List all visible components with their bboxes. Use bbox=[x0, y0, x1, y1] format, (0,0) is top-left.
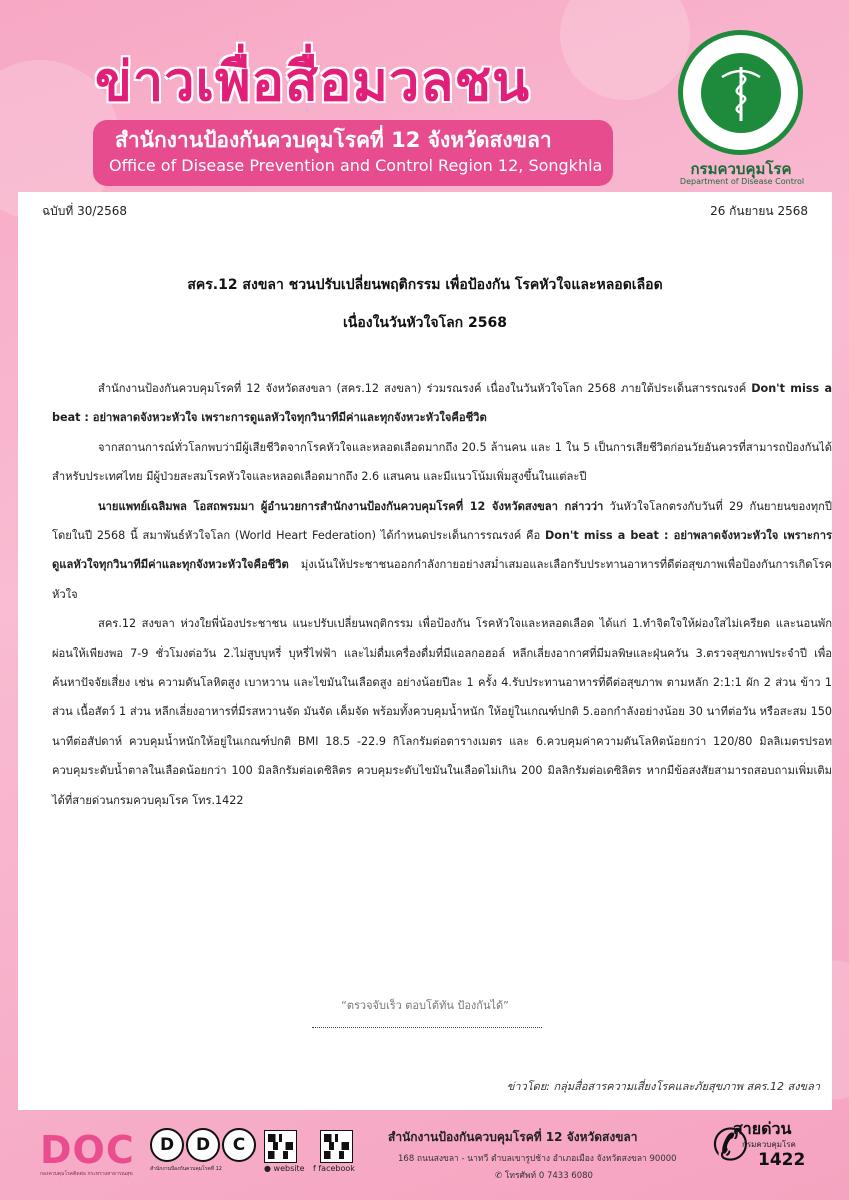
ddc-letter: D bbox=[150, 1128, 184, 1162]
issue-number: ฉบับที่ 30/2568 bbox=[42, 204, 127, 218]
footer-telephone: ✆ โทรศัพท์ 0 7433 6080 bbox=[495, 1171, 593, 1181]
footer-telephone-text: โทรศัพท์ 0 7433 6080 bbox=[504, 1171, 593, 1181]
hotline-number[interactable]: 1422 bbox=[758, 1150, 806, 1170]
ddc-letter: D bbox=[186, 1128, 220, 1162]
director-quote-attribution: นายแพทย์เฉลิมพล โอสถพรมมา ผู้อำนวยการสำนักงานป้องกันควบคุมโรคที่ 12 จังหวัดสงขลา กล่าวว่า bbox=[98, 499, 604, 513]
facebook-label-text: facebook bbox=[318, 1164, 355, 1173]
paragraph-1-text: สำนักงานป้องกันควบคุมโรคที่ 12 จังหวัดสงขลา (สคร.12 สงขลา) ร่วมรณรงค์ เนื่องในวันหัวใจโลก 2568 ภายใต้ประเด็นสารรณรงค์ bbox=[98, 382, 752, 395]
article-body bbox=[52, 374, 832, 815]
website-qr-code[interactable] bbox=[264, 1130, 297, 1163]
press-release-document bbox=[18, 192, 832, 1110]
paragraph-4-text: สคร.12 สงขลา ห่วงใยพี่น้องประชาชน แนะปรับเปลี่ยนพฤติกรรม เพื่อป้องกัน โรคหัวใจและหลอดเลือด ได้แก่ 1.ทำจิตใจให้ผ่องใสไม่เครียด และนอนพักผ่อนให้เพียงพอ 7-9 ชั่วโมงต่อวัน 2.ไม่สูบบุหรี่ บุหรี่ไฟฟ้า และไม่ดื่มเครื่องดื่มที่มีแอลกอฮอล์ หลีกเลี่ยงอากาศที่มีมลพิษและฝุ่นควัน 3.ตรวจสุขภาพประจำปี เพื่อค้นหาปัจจัยเสี่ยง เช่น ความดันโลหิตสูง เบาหวาน และไขมันในเลือดสูง อย่างน้อยปีละ 1 ครั้ง 4.รับประทานอาหารที่ดีต่อสุขภาพ ตามหลัก 2:1:1 ผัก 2 ส่วน ข้าว 1 ส่วน เนื้อสัตว์ 1 ส่วน หลีกเลี่ยงอาหารที่มีรสหวานจัด มันจัด เค็มจัด พร้อมทั้งควบคุมน้ำหนัก ให้อยู่ในเกณฑ์ปกติ 5.ออกกำลังอย่างน้อย 30 นาทีต่อวัน หรือสะสม 150 นาทีต่อสัปดาห์ ควบคุมน้ำหนักให้อยู่ในเกณฑ์ปกติ BMI 18.5 -22.9 กิโลกรัมต่อตารางเมตร และ 6.ควบคุมค่าความดันโลหิตน้อยกว่า 120/80 มิลลิเมตรปรอท ควบคุมระดับน้ำตาลในเลือดน้อยกว่า 100 มิลลิกรัมต่อเดซิลิตร ควบคุมระดับไขมันในเลือดไม่เกิน 200 มิลลิกรัมต่อเดซิลิตร หากมีข้อสงสัยสามารถสอบถามเพิ่มเติมได้ที่สายด่วนกรมควบคุมโรค โทร.1422 bbox=[52, 617, 832, 807]
footer-address: 168 ถนนสงขลา - นาทวี ตำบลเขารูปช้าง อำเภอเมือง จังหวัดสงขลา 90000 bbox=[398, 1154, 677, 1164]
hotline-subtitle: กรมควบคุมโรค bbox=[742, 1140, 796, 1149]
news-credit: ข่าวโดย: กลุ่มสื่อสารความเสี่ยงโรคและภัยสุขภาพ สคร.12 สงขลา bbox=[506, 1080, 820, 1093]
office-name-en: Office of Disease Prevention and Control Region 12, Songkhla bbox=[109, 156, 603, 175]
release-date: 26 กันยายน 2568 bbox=[710, 204, 808, 218]
website-qr-label: ● website bbox=[264, 1164, 305, 1173]
paragraph-2-text: จากสถานการณ์ทั่วโลกพบว่ามีผู้เสียชีวิตจากโรคหัวใจและหลอดเลือดมากถึง 20.5 ล้านคน และ 1 ใน 5 เป็นการเสียชีวิตก่อนวัยอันควรที่สามารถป้องกันได้ สำหรับประเทศไทย มีผู้ป่วยสะสมโรคหัวใจและหลอดเลือดมากถึง 2.6 แสนคน และมีแนวโน้มเพิ่มสูงขึ้นในแต่ละปี bbox=[52, 440, 832, 484]
department-name-en: Department of Disease Control bbox=[679, 177, 805, 186]
slogan: “ตรวจจับเร็ว ตอบโต้ทัน ป้องกันได้” bbox=[341, 999, 509, 1012]
page-title: ข่าวเพื่อสื่อมวลชน bbox=[95, 50, 531, 113]
ddc-letter: C bbox=[222, 1128, 256, 1162]
paragraph-3-text-end: มุ่งเน้นให้ประชาชนออกกำลังกายอย่างสม่ำเสมอและเลือกรับประทานอาหารที่ดีต่อสุขภาพเพื่อป้องกันการเกิดโรคหัวใจ bbox=[52, 558, 832, 601]
facebook-qr-code[interactable] bbox=[320, 1130, 353, 1163]
doc-logo: DOC bbox=[40, 1128, 135, 1172]
dotted-divider bbox=[312, 1027, 542, 1028]
campaign-theme: Don't miss a beat : อย่าพลาดจังหวะหัวใจ เพราะการดูแลหัวใจทุกวินาทีมีค่าและทุกจังหวะหัวใจคือชีวิต bbox=[52, 382, 832, 425]
phone-icon: ✆ bbox=[712, 1120, 749, 1171]
headline-line-2: เนื่องในวันหัวใจโลก 2568 bbox=[343, 315, 507, 331]
doc-logo-subtitle: กองควบคุมโรคติดต่อ กระทรวงสาธารณสุข bbox=[40, 1171, 133, 1177]
footer-office-name: สำนักงานป้องกันควบคุมโรคที่ 12 จังหวัดสงขลา bbox=[388, 1130, 638, 1144]
headline-line-1: สคร.12 สงขลา ชวนปรับเปลี่ยนพฤติกรรม เพื่อป้องกัน โรคหัวใจและหลอดเลือด bbox=[187, 277, 663, 293]
header bbox=[0, 0, 849, 195]
hotline-title: สายด่วน bbox=[733, 1119, 792, 1138]
paragraph-4 bbox=[52, 609, 832, 815]
facebook-qr-label: f facebook bbox=[313, 1164, 355, 1173]
website-label-text: website bbox=[273, 1164, 305, 1173]
paragraph-3 bbox=[52, 492, 832, 610]
ddc-logo-subtitle: สำนักงานป้องกันควบคุมโรคที่ 12 bbox=[150, 1166, 222, 1172]
paragraph-1 bbox=[52, 374, 832, 433]
campaign-theme-repeat: Don't miss a beat : อย่าพลาดจังหวะหัวใจ เพราะการดูแลหัวใจทุกวินาทีมีค่าและทุกจังหวะหัวใจคือชีวิต bbox=[52, 529, 832, 572]
ministry-of-public-health-seal-icon bbox=[678, 30, 803, 155]
office-name-th: สำนักงานป้องกันควบคุมโรคที่ 12 จังหวัดสงขลา bbox=[115, 128, 552, 152]
ddc-logo bbox=[150, 1128, 258, 1162]
paragraph-2 bbox=[52, 433, 832, 492]
paragraph-3-text: วันหัวใจโลกตรงกับวันที่ 29 กันยายนของทุกปี โดยในปี 2568 นี้ สมาพันธ์หัวใจโลก (World Heart Federation) ได้กำหนดประเด็นการรณรงค์ คือ bbox=[52, 499, 832, 543]
department-name-th: กรมควบคุมโรค bbox=[690, 160, 792, 178]
